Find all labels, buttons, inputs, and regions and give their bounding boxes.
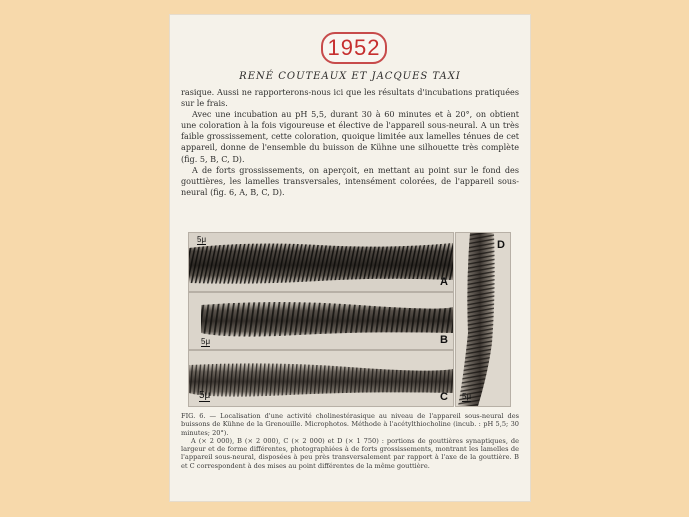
scale-bar-c: 5μ: [199, 390, 211, 401]
micrograph-panel-d: [455, 232, 511, 407]
scale-bar-a: 5μ: [197, 235, 207, 244]
caption-paragraph-2: A (× 2 000), B (× 2 000), C (× 2 000) et D (× 1 750) : portions de gouttières synaptiques, de largeur et de forme différentes, photographiées à de forts grossissements, montrant les lamelles de l'appareil sous-neural, disposées à peu près transversalement par rapport à l'axe de la gouttière. B et C correspondent à des mises au point différentes de la même gouttière.: [181, 436, 519, 470]
figure-6: [188, 232, 509, 405]
scanned-page: [169, 14, 531, 502]
micrograph-panel-b: [188, 292, 454, 350]
micrograph-c-image: [189, 351, 453, 406]
micrograph-d-image: [456, 233, 510, 406]
figure-caption: [181, 412, 519, 470]
paragraph-2: Avec une incubation au pH 5,5, durant 30 à 60 minutes et à 20°, on obtient une coloration à la fois vigoureuse et élective de l'appareil sous-neural. A un très faible grossissement, cette coloration, quoique limitée aux lamelles ténues de cet appareil, donne de l'ensemble du buisson de Kühne une silhouette très complète (fig. 5, B, C, D).: [181, 109, 519, 164]
micrograph-a-image: [189, 233, 453, 291]
year-stamp: 1952: [321, 32, 387, 64]
micrograph-panel-a: [188, 232, 454, 292]
caption-paragraph-1: FIG. 6. — Localisation d'une activité cholinestérasique au niveau de l'appareil sous-neural des buissons de Kühne de la Grenouille. Microphotos. Méthode à l'acétylthiocholine (incub. : pH 5,5; 30 minutes; 20°).: [181, 412, 519, 437]
panel-label-d: D: [497, 239, 505, 251]
body-text: [181, 87, 519, 198]
panel-label-a: A: [440, 276, 448, 288]
running-head: RENÉ COUTEAUX ET JACQUES TAXI: [239, 71, 461, 82]
micrograph-panel-c: [188, 350, 454, 407]
panel-label-c: C: [440, 391, 448, 403]
scale-bar-b: 5μ: [201, 337, 211, 346]
scale-bar-d: 5μ: [462, 392, 472, 401]
panel-label-b: B: [440, 334, 448, 346]
micrograph-b-image: [189, 293, 453, 349]
paragraph-3: A de forts grossissements, on aperçoit, en mettant au point sur le fond des gouttières, les lamelles transversales, intensément colorées, de l'appareil sous-neural (fig. 6, A, B, C, D).: [181, 164, 519, 197]
paragraph-1: rasique. Aussi ne rapporterons-nous ici que les résultats d'incubations pratiquées sur le frais.: [181, 87, 519, 109]
